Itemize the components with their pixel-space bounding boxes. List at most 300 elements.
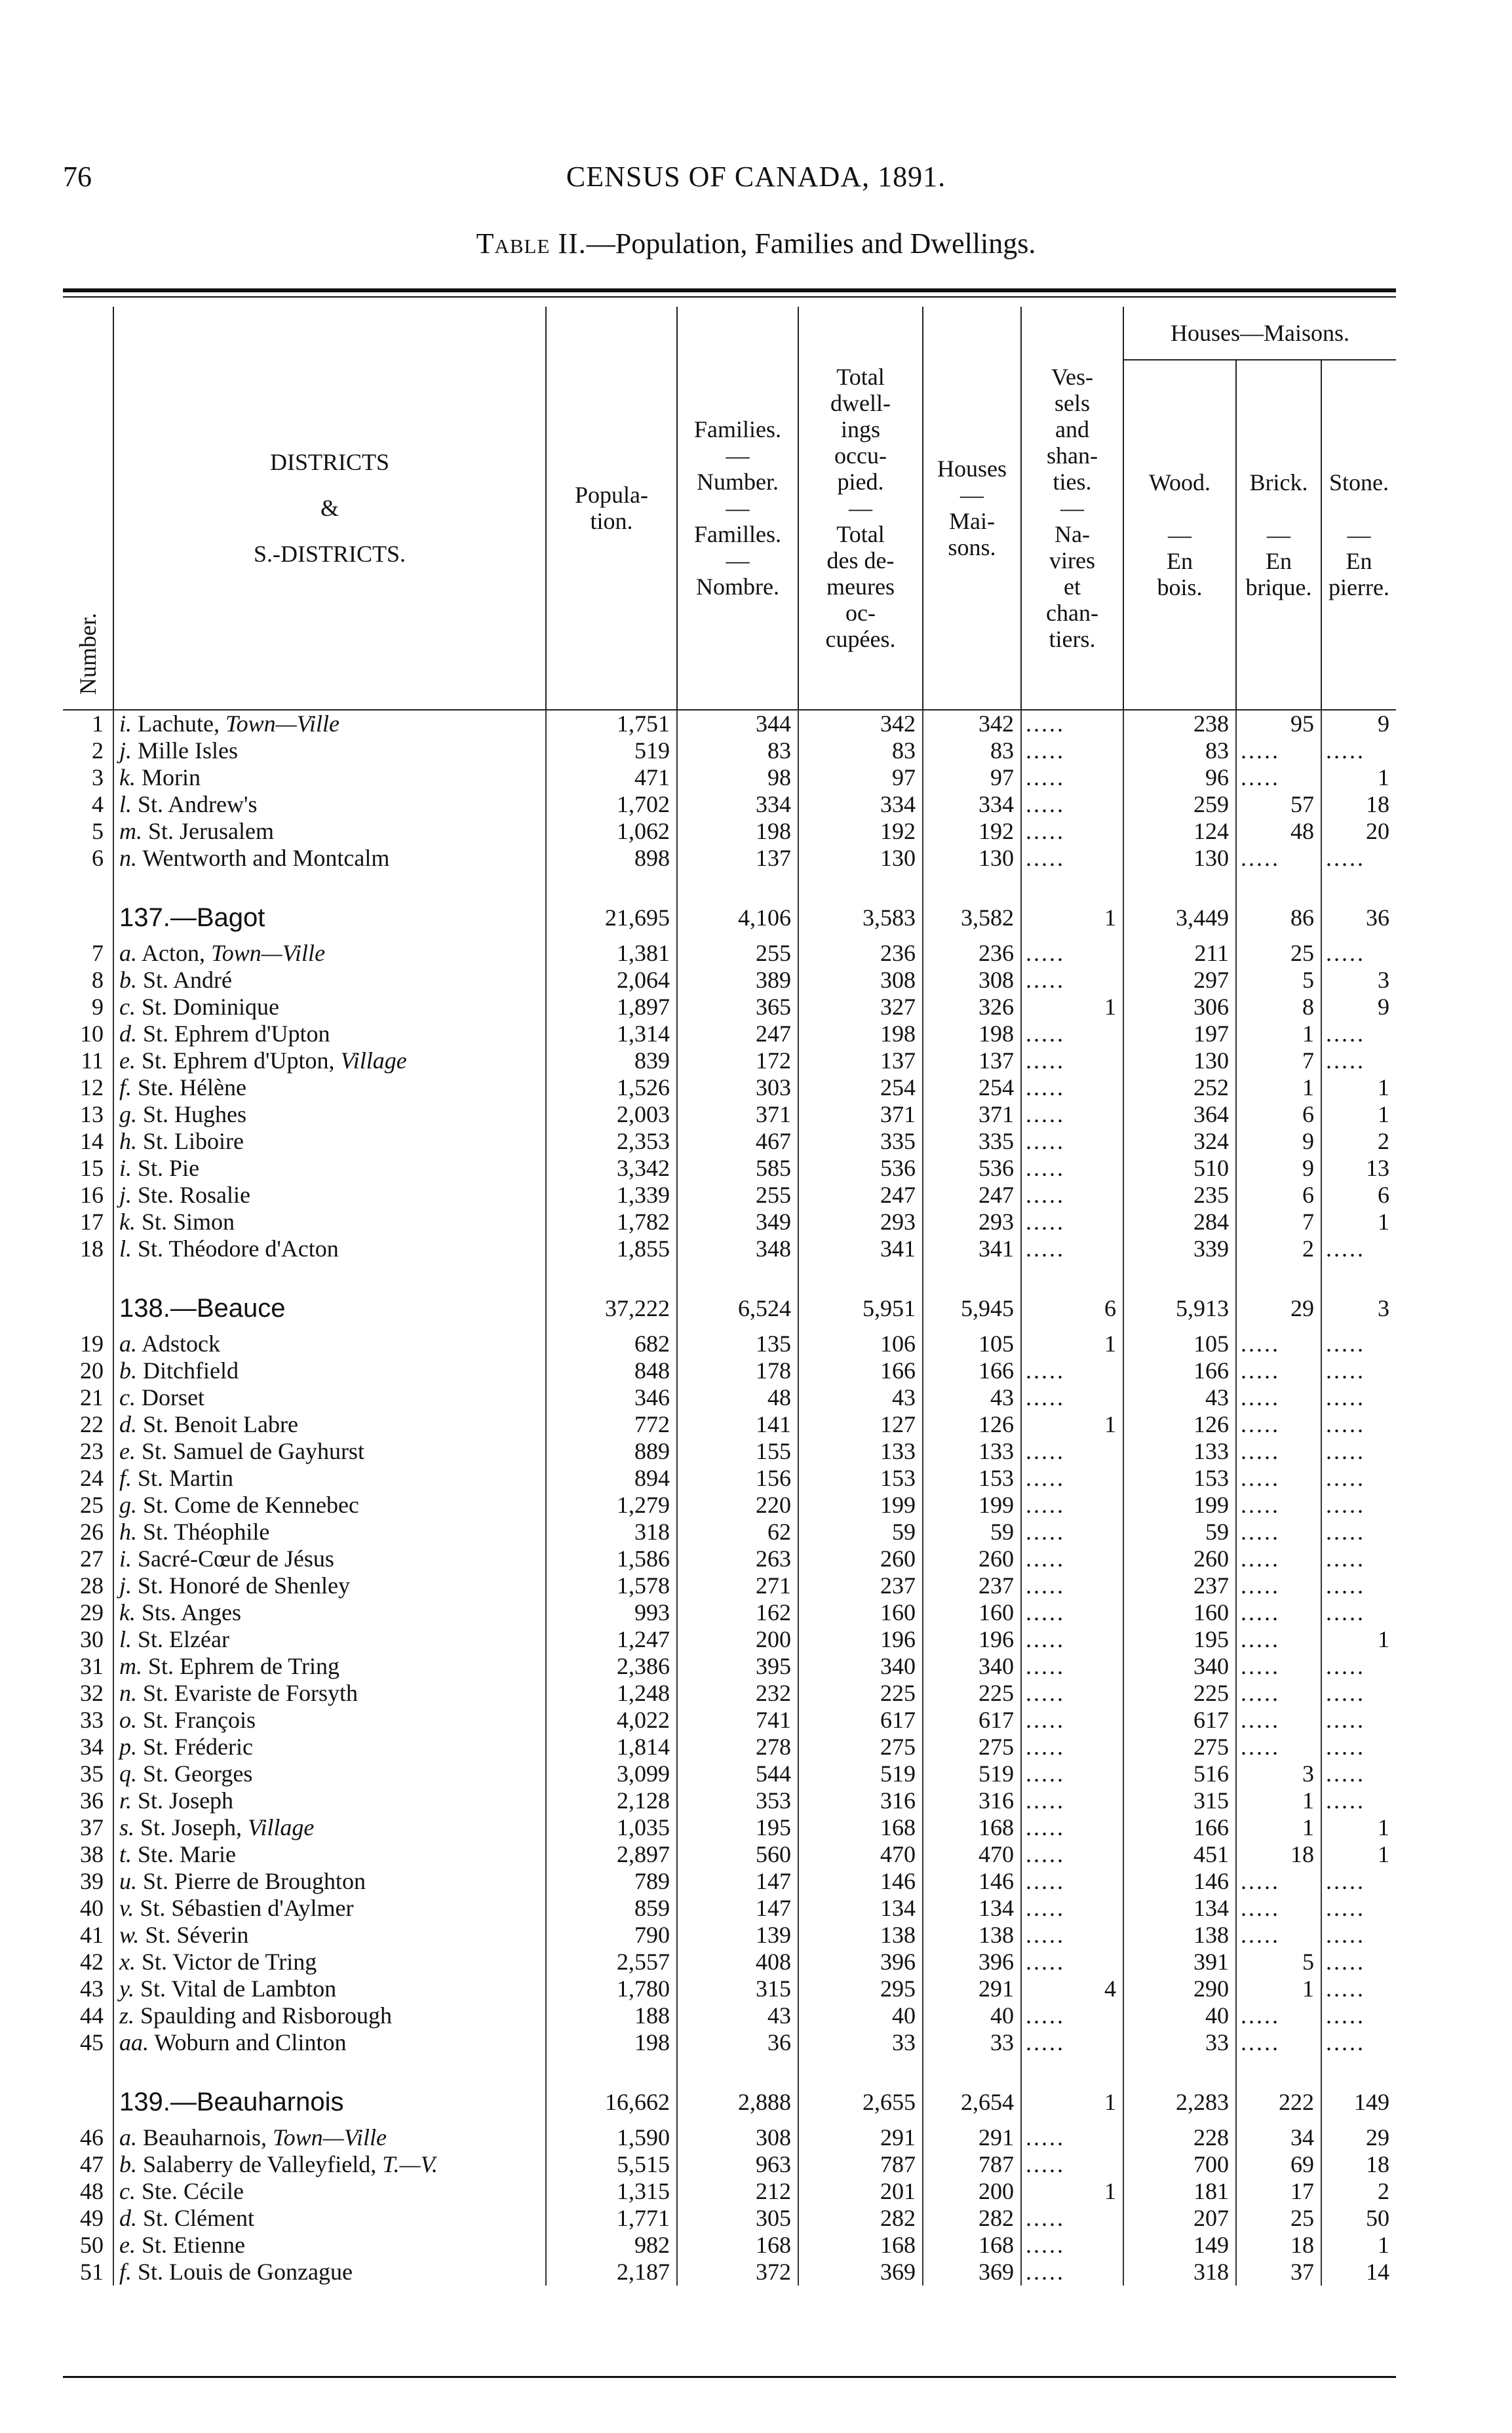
name-text: St. Dominique	[141, 994, 279, 1020]
cell-st: .....	[1321, 1021, 1396, 1047]
cell-br: 95	[1236, 710, 1321, 737]
cell-ve: .....	[1021, 1895, 1123, 1922]
cell-dw: 33	[798, 2029, 923, 2056]
separator-row	[63, 872, 1396, 895]
cell-dw: 327	[798, 994, 923, 1021]
cell-ho: 236	[923, 940, 1021, 967]
subdistrict-code: i.	[119, 710, 132, 737]
cell-dw: 787	[798, 2151, 923, 2178]
subdistrict-name	[113, 2232, 546, 2259]
subdistrict-name	[113, 1653, 546, 1680]
row-number: 26	[80, 1519, 104, 1545]
cell-wo: 134	[1123, 1895, 1236, 1922]
subdistrict-name	[113, 1128, 546, 1155]
table-row	[63, 2029, 1396, 2056]
table-row	[63, 1492, 1396, 1519]
cell-ho: 5,945	[923, 1286, 1021, 1331]
cell-dw: 133	[798, 1438, 923, 1465]
cell-dw: 470	[798, 1841, 923, 1868]
cell-pop: 2,003	[546, 1101, 677, 1128]
cell-wo: 40	[1123, 2002, 1236, 2029]
cell-pop: 37,222	[546, 1286, 677, 1331]
row-number: 23	[80, 1438, 104, 1464]
cell-fam: 200	[677, 1626, 798, 1653]
row-number: 15	[80, 1155, 104, 1181]
table-row	[63, 1653, 1396, 1680]
row-number: 24	[80, 1465, 104, 1491]
table-row	[63, 2232, 1396, 2259]
cell-fam: 344	[677, 710, 798, 737]
table-row	[63, 1128, 1396, 1155]
subdistrict-code: t.	[119, 1841, 132, 1867]
cell-ve: .....	[1021, 2259, 1123, 2286]
cell-st: 1	[1321, 764, 1396, 791]
cell-dw: 198	[798, 1021, 923, 1047]
table-row	[63, 1438, 1396, 1465]
cell-st: 1	[1321, 1626, 1396, 1653]
name-text: Lachute,	[138, 710, 225, 737]
cell-st: .....	[1321, 1599, 1396, 1626]
row-number: 35	[80, 1761, 104, 1787]
cell-ve: .....	[1021, 1653, 1123, 1680]
cell-st: .....	[1321, 1895, 1396, 1922]
name-text: St. Samuel de Gayhurst	[141, 1438, 364, 1464]
name-text: Spaulding and Risborough	[140, 2002, 393, 2029]
cell-wo: 5,913	[1123, 1286, 1236, 1331]
cell-br: 5	[1236, 967, 1321, 994]
cell-ve: 1	[1021, 895, 1123, 940]
cell-ve: .....	[1021, 1438, 1123, 1465]
cell-br: .....	[1236, 1492, 1321, 1519]
cell-fam: 585	[677, 1155, 798, 1182]
cell-fam: 349	[677, 1209, 798, 1236]
cell-wo: 149	[1123, 2232, 1236, 2259]
cell-ve: .....	[1021, 940, 1123, 967]
cell-wo: 238	[1123, 710, 1236, 737]
row-number	[63, 895, 113, 940]
cell-br: .....	[1236, 2029, 1321, 2056]
row-number	[63, 1286, 113, 1331]
cell-ve: 1	[1021, 1331, 1123, 1357]
row-number: 17	[80, 1209, 104, 1235]
subdistrict-code: f.	[119, 1074, 132, 1100]
name-text: Wentworth and Montcalm	[142, 845, 390, 871]
cell-br: .....	[1236, 845, 1321, 872]
cell-ve: .....	[1021, 1949, 1123, 1976]
top-rule-thick	[63, 288, 1396, 292]
subdistrict-code: m.	[119, 1653, 142, 1679]
row-number: 22	[80, 1411, 104, 1437]
cell-ho: 134	[923, 1895, 1021, 1922]
row-number: 5	[92, 818, 104, 844]
cell-st: 3	[1321, 1286, 1396, 1331]
cell-fam: 6,524	[677, 1286, 798, 1331]
cell-dw: 236	[798, 940, 923, 967]
cell-wo: 33	[1123, 2029, 1236, 2056]
cell-fam: 271	[677, 1572, 798, 1599]
district-name	[113, 1286, 546, 1331]
cell-ho: 168	[923, 1814, 1021, 1841]
row-number: 30	[80, 1626, 104, 1652]
district-name	[113, 2080, 546, 2124]
cell-st: .....	[1321, 1653, 1396, 1680]
subdistrict-code: d.	[119, 2205, 137, 2231]
table-row	[63, 1101, 1396, 1128]
cell-dw: 371	[798, 1101, 923, 1128]
name-text: Woburn and Clinton	[154, 2029, 347, 2055]
table-row	[63, 1734, 1396, 1761]
cell-fam: 137	[677, 845, 798, 872]
cell-dw: 617	[798, 1707, 923, 1734]
subdistrict-code: h.	[119, 1128, 137, 1154]
cell-ho: 43	[923, 1384, 1021, 1411]
subdistrict-code: q.	[119, 1761, 137, 1787]
cell-ve: .....	[1021, 1021, 1123, 1047]
cell-pop: 2,128	[546, 1787, 677, 1814]
cell-pop: 1,590	[546, 2124, 677, 2151]
subdistrict-code: w.	[119, 1922, 140, 1948]
cell-ve: 1	[1021, 2080, 1123, 2124]
subdistrict-code: l.	[119, 791, 132, 817]
table-row	[63, 2002, 1396, 2029]
cell-st: .....	[1321, 1384, 1396, 1411]
cell-br: 18	[1236, 2232, 1321, 2259]
cell-fam: 139	[677, 1922, 798, 1949]
cell-pop: 198	[546, 2029, 677, 2056]
subdistrict-name	[113, 967, 546, 994]
cell-st: .....	[1321, 1519, 1396, 1546]
name-text: Ste. Hélène	[138, 1074, 246, 1100]
subdistrict-name	[113, 1922, 546, 1949]
cell-br: 18	[1236, 1841, 1321, 1868]
table-row	[63, 1707, 1396, 1734]
subdistrict-code: b.	[119, 1357, 137, 1384]
cell-pop: 21,695	[546, 895, 677, 940]
cell-dw: 254	[798, 1074, 923, 1101]
table-row	[63, 1047, 1396, 1074]
cell-wo: 199	[1123, 1492, 1236, 1519]
cell-wo: 252	[1123, 1074, 1236, 1101]
subdistrict-name	[113, 994, 546, 1021]
cell-ve: .....	[1021, 1128, 1123, 1155]
table-row	[63, 818, 1396, 845]
cell-fam: 372	[677, 2259, 798, 2286]
cell-ho: 166	[923, 1357, 1021, 1384]
name-text: St. Etienne	[141, 2232, 245, 2258]
cell-br: .....	[1236, 1653, 1321, 1680]
cell-pop: 1,586	[546, 1546, 677, 1572]
cell-fam: 198	[677, 818, 798, 845]
cell-ve: .....	[1021, 1492, 1123, 1519]
cell-ho: 130	[923, 845, 1021, 872]
cell-ho: 536	[923, 1155, 1021, 1182]
cell-ve: .....	[1021, 1572, 1123, 1599]
cell-ho: 225	[923, 1680, 1021, 1707]
cell-ve: .....	[1021, 2124, 1123, 2151]
cell-wo: 364	[1123, 1101, 1236, 1128]
cell-st: .....	[1321, 1438, 1396, 1465]
cell-br: 5	[1236, 1949, 1321, 1976]
cell-ve: .....	[1021, 1734, 1123, 1761]
cell-fam: 162	[677, 1599, 798, 1626]
table-row	[63, 1572, 1396, 1599]
row-number: 8	[92, 967, 104, 993]
subdistrict-name	[113, 1021, 546, 1047]
cell-br: 7	[1236, 1209, 1321, 1236]
subdistrict-code: l.	[119, 1626, 132, 1652]
subdistrict-code: o.	[119, 1707, 137, 1733]
subdistrict-name	[113, 1074, 546, 1101]
cell-br: 1	[1236, 1814, 1321, 1841]
cell-br: .....	[1236, 764, 1321, 791]
subdistrict-name	[113, 1357, 546, 1384]
header-stone: Stone. — En pierre.	[1321, 360, 1396, 710]
table-row	[63, 967, 1396, 994]
cell-dw: 225	[798, 1680, 923, 1707]
cell-wo: 275	[1123, 1734, 1236, 1761]
cell-fam: 135	[677, 1331, 798, 1357]
cell-ve: 4	[1021, 1976, 1123, 2002]
cell-dw: 138	[798, 1922, 923, 1949]
subdistrict-code: j.	[119, 737, 132, 764]
cell-br: .....	[1236, 1411, 1321, 1438]
row-number: 32	[80, 1680, 104, 1706]
cell-fam: 255	[677, 940, 798, 967]
cell-ho: 83	[923, 737, 1021, 764]
name-qualifier: Village	[340, 1047, 407, 1074]
cell-pop: 2,386	[546, 1653, 677, 1680]
name-text: St. Louis de Gonzague	[138, 2259, 353, 2285]
cell-br: 9	[1236, 1155, 1321, 1182]
cell-ve: .....	[1021, 791, 1123, 818]
cell-dw: 97	[798, 764, 923, 791]
subdistrict-name	[113, 818, 546, 845]
subdistrict-name	[113, 1680, 546, 1707]
cell-ve: .....	[1021, 1357, 1123, 1384]
cell-dw: 196	[798, 1626, 923, 1653]
cell-dw: 519	[798, 1761, 923, 1787]
cell-pop: 772	[546, 1411, 677, 1438]
table-row	[63, 1922, 1396, 1949]
cell-dw: 282	[798, 2205, 923, 2232]
separator-row	[63, 2056, 1396, 2080]
cell-dw: 201	[798, 2178, 923, 2205]
subdistrict-name	[113, 1976, 546, 2002]
cell-dw: 342	[798, 710, 923, 737]
table-row	[63, 737, 1396, 764]
cell-st: 9	[1321, 994, 1396, 1021]
row-number: 43	[80, 1976, 104, 2002]
subdistrict-code: i.	[119, 1546, 132, 1572]
cell-ve: .....	[1021, 1384, 1123, 1411]
cell-wo: 126	[1123, 1411, 1236, 1438]
subdistrict-code: f.	[119, 1465, 132, 1491]
cell-ve: 1	[1021, 2178, 1123, 2205]
cell-ho: 341	[923, 1236, 1021, 1262]
cell-st: 1	[1321, 1074, 1396, 1101]
name-text: St. André	[143, 967, 233, 993]
cell-ve: .....	[1021, 1626, 1123, 1653]
cell-br: .....	[1236, 737, 1321, 764]
cell-br: 69	[1236, 2151, 1321, 2178]
cell-ho: 126	[923, 1411, 1021, 1438]
cell-br: 34	[1236, 2124, 1321, 2151]
name-text: St. Elzéar	[138, 1626, 229, 1652]
cell-ho: 291	[923, 2124, 1021, 2151]
subdistrict-code: a.	[119, 2124, 137, 2151]
separator-row	[63, 1262, 1396, 1286]
name-text: St. Honoré de Shenley	[138, 1572, 350, 1599]
subdistrict-name	[113, 1787, 546, 1814]
row-number: 25	[80, 1492, 104, 1518]
cell-st: .....	[1321, 1572, 1396, 1599]
name-text: St. Andrew's	[138, 791, 258, 817]
subdistrict-code: e.	[119, 2232, 136, 2258]
header-vessels: Ves- sels and shan- ties. — Na- vires et chan- tiers.	[1021, 307, 1123, 710]
cell-br: 25	[1236, 2205, 1321, 2232]
row-number: 31	[80, 1653, 104, 1679]
cell-pop: 2,064	[546, 967, 677, 994]
name-text: St. Joseph,	[140, 1814, 248, 1840]
cell-br: 25	[1236, 940, 1321, 967]
cell-pop: 1,381	[546, 940, 677, 967]
cell-br: .....	[1236, 1599, 1321, 1626]
row-number: 3	[92, 764, 104, 790]
name-text: St. Evariste de Forsyth	[143, 1680, 358, 1706]
cell-fam: 467	[677, 1128, 798, 1155]
cell-wo: 146	[1123, 1868, 1236, 1895]
name-qualifier: Town—Ville	[272, 2124, 387, 2151]
cell-dw: 295	[798, 1976, 923, 2002]
cell-st: .....	[1321, 1331, 1396, 1357]
name-text: St. Séverin	[145, 1922, 249, 1948]
name-text: Mille Isles	[138, 737, 238, 764]
cell-wo: 138	[1123, 1922, 1236, 1949]
name-text: St. Clément	[143, 2205, 254, 2231]
cell-ho: 200	[923, 2178, 1021, 2205]
cell-wo: 2,283	[1123, 2080, 1236, 2124]
cell-ve: 6	[1021, 1286, 1123, 1331]
cell-ho: 519	[923, 1761, 1021, 1787]
cell-ve: .....	[1021, 1680, 1123, 1707]
header-population: Popula- tion.	[546, 307, 677, 710]
cell-br: 7	[1236, 1047, 1321, 1074]
name-text: St. Fréderic	[143, 1734, 253, 1760]
cell-dw: 396	[798, 1949, 923, 1976]
cell-st: .....	[1321, 1492, 1396, 1519]
cell-br: 1	[1236, 1021, 1321, 1047]
table-row	[63, 791, 1396, 818]
name-text: St. Come de Kennebec	[143, 1492, 359, 1518]
cell-ho: 316	[923, 1787, 1021, 1814]
cell-ve: .....	[1021, 1787, 1123, 1814]
name-text: Ste. Rosalie	[138, 1182, 250, 1208]
name-text: Sts. Anges	[141, 1599, 242, 1625]
subdistrict-name	[113, 1155, 546, 1182]
cell-fam: 963	[677, 2151, 798, 2178]
row-number: 41	[80, 1922, 104, 1948]
cell-pop: 894	[546, 1465, 677, 1492]
cell-dw: 134	[798, 1895, 923, 1922]
table-row	[63, 1868, 1396, 1895]
cell-ho: 192	[923, 818, 1021, 845]
name-text: St. Théodore d'Acton	[138, 1236, 339, 1262]
cell-ve: 1	[1021, 1411, 1123, 1438]
name-qualifier: T.—V.	[382, 2151, 438, 2177]
cell-wo: 315	[1123, 1787, 1236, 1814]
cell-ve: .....	[1021, 818, 1123, 845]
name-qualifier: Village	[248, 1814, 315, 1840]
cell-wo: 228	[1123, 2124, 1236, 2151]
cell-st: 36	[1321, 895, 1396, 940]
cell-pop: 1,279	[546, 1492, 677, 1519]
table-row	[63, 2151, 1396, 2178]
cell-ve: .....	[1021, 1868, 1123, 1895]
cell-br: .....	[1236, 1707, 1321, 1734]
cell-ve: .....	[1021, 1236, 1123, 1262]
table-row	[63, 710, 1396, 737]
name-text: Ste. Marie	[138, 1841, 236, 1867]
cell-wo: 259	[1123, 791, 1236, 818]
cell-br: 86	[1236, 895, 1321, 940]
cell-wo: 451	[1123, 1841, 1236, 1868]
table-row	[63, 1209, 1396, 1236]
cell-wo: 133	[1123, 1438, 1236, 1465]
subdistrict-code: k.	[119, 764, 136, 790]
name-text: St. Théophile	[143, 1519, 270, 1545]
cell-wo: 166	[1123, 1357, 1236, 1384]
table-row	[63, 1074, 1396, 1101]
cell-br: .....	[1236, 1922, 1321, 1949]
cell-wo: 297	[1123, 967, 1236, 994]
table-row	[63, 1236, 1396, 1262]
cell-ve: .....	[1021, 1546, 1123, 1572]
subdistrict-name	[113, 1949, 546, 1976]
cell-st: .....	[1321, 1357, 1396, 1384]
cell-fam: 172	[677, 1047, 798, 1074]
subdistrict-name	[113, 1572, 546, 1599]
name-text: St. Ephrem d'Upton	[143, 1021, 330, 1047]
table-label: Table II.	[476, 227, 587, 260]
row-number: 20	[80, 1357, 104, 1384]
cell-fam: 247	[677, 1021, 798, 1047]
cell-wo: 510	[1123, 1155, 1236, 1182]
cell-fam: 408	[677, 1949, 798, 1976]
cell-pop: 898	[546, 845, 677, 872]
cell-pop: 1,062	[546, 818, 677, 845]
cell-st: .....	[1321, 1761, 1396, 1787]
cell-pop: 471	[546, 764, 677, 791]
cell-st: 18	[1321, 2151, 1396, 2178]
table-row	[63, 1357, 1396, 1384]
cell-ho: 97	[923, 764, 1021, 791]
cell-ve: .....	[1021, 967, 1123, 994]
name-text: 137.—Bagot	[119, 903, 265, 932]
row-number: 12	[80, 1074, 104, 1100]
subdistrict-code: p.	[119, 1734, 137, 1760]
cell-br: .....	[1236, 1546, 1321, 1572]
header-dwellings: Total dwell- ings occu- pied. — Total des de- meures oc- cupées.	[798, 307, 923, 710]
subdistrict-code: b.	[119, 2151, 137, 2177]
cell-ve: .....	[1021, 2205, 1123, 2232]
cell-ho: 787	[923, 2151, 1021, 2178]
cell-ho: 340	[923, 1653, 1021, 1680]
cell-st: 2	[1321, 1128, 1396, 1155]
table-row	[63, 1895, 1396, 1922]
cell-fam: 305	[677, 2205, 798, 2232]
subdistrict-name	[113, 2151, 546, 2178]
cell-st: 29	[1321, 2124, 1396, 2151]
